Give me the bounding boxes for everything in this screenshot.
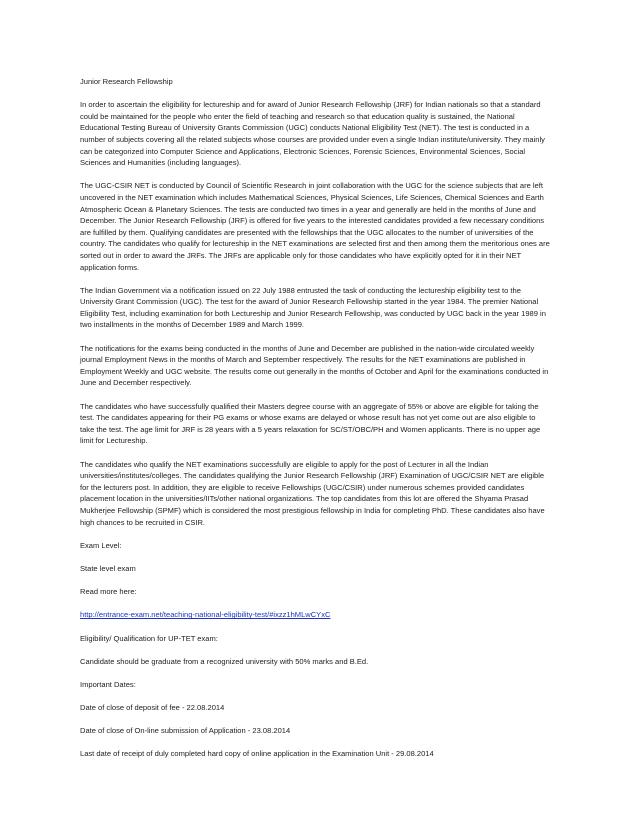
paragraph-history: The Indian Government via a notification issued on 22 July 1988 entrusted the task of conducting the lectureship eligibility test to the University Grant Commission (UGC). The test for the award of Junior Research Fellowship started in the year 1984. The premier National Eligibility Test, including examination for both Lectureship and Junior Research Fellowship, was conducted by UGC back in the year 1989 in two installments in the months of December 1989 and March 1999. xyxy=(80,285,546,330)
read-more-link[interactable]: http://entrance-exam.net/teaching-national-eligibility-test/#ixzz1hMLwCYxC xyxy=(80,610,331,620)
paragraph-csir: The UGC-CSIR NET is conducted by Council of Scientific Research in joint collaboration with the UGC for the science subjects that are left uncovered in the NET examination which includes Mathematical Sciences, Physical Sciences, Life Sciences, Chemical Sciences and Earth Atmospheric Ocean & Planetary Sciences. The tests are conducted two times in a year and generally are held in the months of June and December. The Junior Research Fellowship (JRF) is offered for five years to the interested candidates provided a few necessary conditions are fulfilled by them. Qualifying candidates are presented with the fellowships that the UGC allocates to the number of universities of the country. The candidates who qualify for lectureship in the NET examinations are selected first and then among them the meritorious ones are sorted out in order to award the JRFs. The JRFs are applicable only for those candidates who have explicitly opted for it in their NET application forms. xyxy=(80,181,550,272)
dates-label: Important Dates: xyxy=(80,679,136,689)
date-item-fee: Date of close of deposit of fee - 22.08.2014 xyxy=(80,703,225,713)
date-item-hardcopy: Last date of receipt of duly completed hard copy of online application in the Examination Unit - 29.08.2014 xyxy=(80,749,434,759)
eligibility-label: Eligibility/ Qualification for UP-TET exam: xyxy=(80,633,218,643)
document-title: Junior Research Fellowship xyxy=(80,77,173,86)
paragraph-eligibility: The candidates who have successfully qualified their Masters degree course with an aggregate of 55% or above are eligible for taking the test. The candidates appearing for their PG exams or whose exams are delayed or whose result has not yet come out are also eligible to take the test. The age limit for JRF is 28 years with a 5 years relaxation for SC/ST/OBC/PH and Women applicants. There is no upper age limit for Lectureship. xyxy=(80,401,541,446)
document-body xyxy=(80,76,550,772)
exam-level-label: Exam Level: xyxy=(80,540,122,550)
read-more-paragraph xyxy=(80,609,550,621)
exam-level-value: State level exam xyxy=(80,563,136,573)
paragraph-benefits: The candidates who qualify the NET examinations successfully are eligible to apply for the post of Lecturer in all the Indian universities/institutes/colleges. The candidates qualifying the Junior Research Fellowship (JRF) Examination of UGC/CSIR NET are eligible for the lecturers post. In addition, they are eligible to receive Fellowships (UGC/CSIR) under numerous schemes provided candidates placement location in the universities/IITs/other national organizations. The top candidates from this lot are offered the Shyama Prasad Mukherjee Fellowship (SPMF) which is considered the most prestigious fellowship in India for completing PhD. These candidates also have high chances to be recruited in CSIR. xyxy=(80,459,545,527)
paragraph-notifications: The notifications for the exams being conducted in the months of June and December are published in the nation-wide circulated weekly journal Employment News in the months of March and September respectively. The results for the NET examinations are published in Employment Weekly and UGC website. The results come out generally in the months of October and April for the examinations conducted in June and December respectively. xyxy=(80,343,549,388)
paragraph-intro: In order to ascertain the eligibility for lectureship and for award of Junior Research Fellowship (JRF) for Indian nationals so that a standard could be maintained for the people who enter the field of teaching and research so that education quality is sustained, the National Educational Testing Bureau of University Grants Commission (UGC) conducts National Eligibility Test (NET). The test is conducted in a number of subjects covering all the related subjects whose courses are provided under even a single Indian institute/university. They mainly can be categorized into Computer Science and Applications, Electronic Sciences, Forensic Sciences, Environmental Sciences, Social Sciences and Humanities (including languages). xyxy=(80,100,545,168)
eligibility-value: Candidate should be graduate from a recognized university with 50% marks and B.Ed. xyxy=(80,656,369,666)
date-item-online: Date of close of On-line submission of Application - 23.08.2014 xyxy=(80,726,291,736)
read-more-label: Read more here: xyxy=(80,587,137,597)
